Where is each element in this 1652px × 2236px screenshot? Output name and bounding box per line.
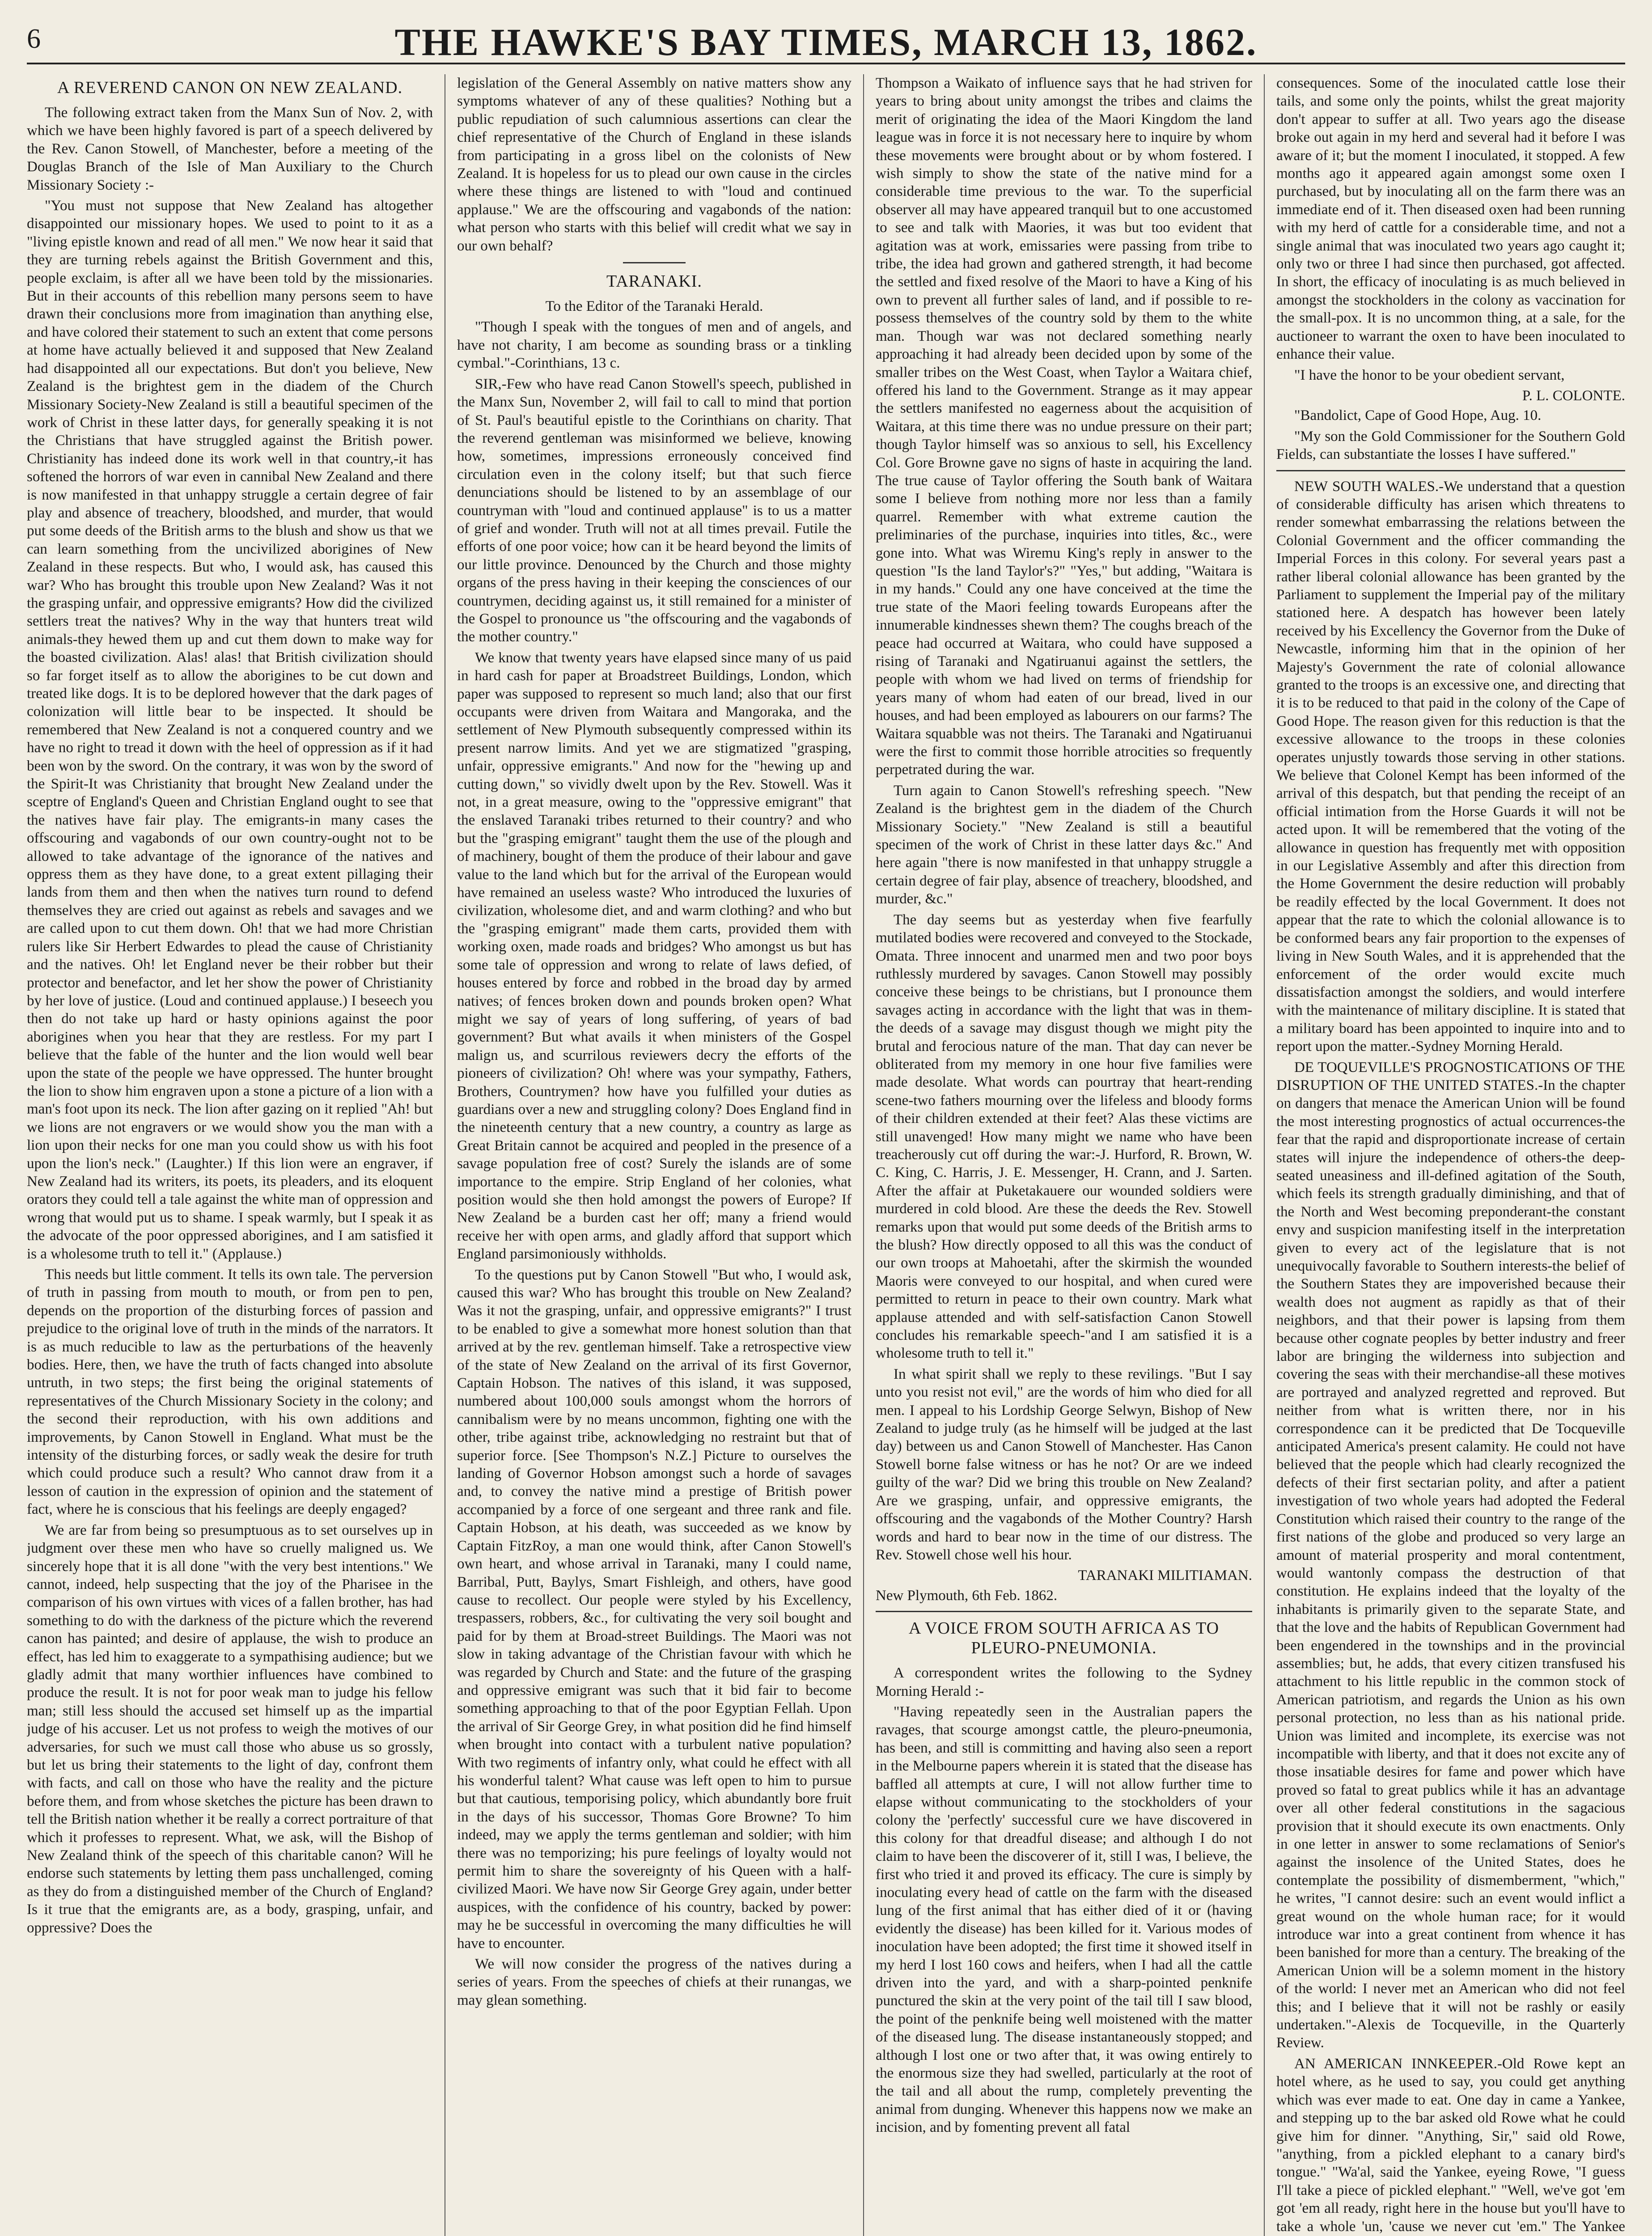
newspaper-title: THE HAWKE'S BAY TIMES, MARCH 13, 1862. <box>394 21 1258 64</box>
letter-addressee: To the Editor of the Taranaki Herald. <box>545 298 763 315</box>
article-paragraph: legislation of the General Assembly on native matters show any symptoms whatever of any of these qualities? Nothing but a public repudiation of such calumnious assertions can clear the chief representative of the Church of England in these islands from participating in a gross libel on the colonists of New Zealand. It is hopeless for us to plead our own cause in the circles where these things are listened to with "loud and continued applause." We are the offscouring and vagabonds of the nation: what person who starts with this belief will credit what we say in our own behalf? <box>457 75 851 254</box>
article-paragraph: "I have the honor to be your obedient servant, <box>1294 367 1565 383</box>
epigraph: "Though I speak with the tongues of men and of angels, and have not charity, I am become as sounding brass or a tinkling cymbal."-Corinthians, 13 c. <box>457 319 851 372</box>
article-paragraph: consequences. Some of the inoculated cattle lose their tails, and some only the points, whilst the great majority don't appear to suffer at all. Two years ago the disease broke out again in my herd and several had it before I was aware of it; but the moment I inoculated, it stopped. A few months ago it appeared again amongst some oxen I purchased, but by inoculating all on the farm there was an immediate end of it. Then diseased oxen had been running with my herd of cattle for a considerable time, and not a single animal that was inoculated two years ago caught it; only two or three I had since then purchased, got affected. In short, the efficacy of inoculating is as much believed in amongst the stockholders in the colony as vaccination for the small-pox. It is no uncommon thing, at a sale, for the auctioneer to warrant the oxen to have been inoculated to enhance their value. <box>1276 75 1625 363</box>
article-paragraph: To the questions put by Canon Stowell "But who, I would ask, caused this war? Who has brought this trouble on New Zealand? Was it not the grasping, unfair, and oppressive emigrants?" I trust to be enabled to give a somewhat more honest solution than that arrived at by the rev. gentleman himself. Take a retrospective view of the state of New Zealand on the arrival of its first Governor, Captain Hobson. The natives of this island, it was supposed, numbered about 100,000 souls amongst whom the horrors of cannibalism were by no means uncommon, fighting one with the other, tribe against tribe, acknowledging no restraint but that of superior force. [See Thompson's N.Z.] Picture to ourselves the landing of Governor Hobson amongst such a horde of savages and, to convey the native mind a prestige of British power accompanied by a force of one sergeant and three rank and file. Captain Hobson, at his death, was succeeded as we know by Captain FitzRoy, a man one would think, after Canon Stowell's own heart, and whose arrival in Taranaki, many I could name, Barribal, Putt, Baylys, Smart Fishleigh, and others, have good cause to recollect. Our people were styled by his Excellency, trespassers, robbers, &c., for cultivating the very soil bought and paid for by them at Broad-street Buildings. The Maori was not slow in taking advantage of the Christian favour with which he was regarded by Church and State: and the future of the grasping and oppressive emigrant was such that it bid fair to become something approaching to that of the poor Egyptian Fellah. Upon the arrival of Sir George Grey, in what position did he find himself when brought into contact with a turbulent native population? With two regiments of infantry only, what could he effect with all his wonderful talent? What cause was left open to him to pursue but that cautious, temporising policy, which abundantly bore fruit in the days of his successor, Thomas Gore Browne? To him indeed, may we apply the terms gentleman and soldier; with him there was no temporizing; his pure feelings of loyalty would not permit him to share the sovereignty of his Queen with a half-civilized Maori. We have now Sir George Grey again, under better auspices, with the confidence of his country, backed by power: may he be successful in overcoming the many difficulties he will have to encounter. <box>457 1266 851 1952</box>
section-divider <box>1276 470 1625 471</box>
letter-dateline: New Plymouth, 6th Feb. 1862. <box>876 1587 1058 1604</box>
section-divider <box>623 262 686 263</box>
article-paragraph: Thompson a Waikato of influence says that he had striven for years to bring about unity amongst the tribes and claims the merit of originating the idea of the Maori Kingdom the land league was in force it is not necessary here to inquire by whom these movements were brought about or by whom fostered. I wish simply to show the state of the native mind for a considerable time previous to the war. To the superficial observer all may have appeared tranquil but to one accustomed to see and talk with Maories, it was but too evident that agitation was at work, emissaries were passing from tribe to tribe, the idea had grown and gathered strength, it had become the settled and fixed resolve of the Maori to have a King of his own to prevent all further sales of land, and if possible to re-possess themselves of the country sold by them to the white man. Though war was not declared something nearly approaching it had already been decided upon by some of the smaller tribes on the West Coast, when Taylor a Waitara chief, offered his land to the Government. Strange as it may appear the settlers manifested no eagerness about the acquisition of Waitara, at this time there was no undue pressure on their part; though Taylor himself was so anxious to sell, his Excellency Col. Gore Browne gave no signs of haste in acquiring the land. The true cause of Taylor offering the South bank of Waitara some I believe from nothing more nor less than a family quarrel. Remember with what extreme caution the preliminaries of the purchase, inquiries into titles, &c., were gone into. What was Wiremu King's reply in answer to the question "Is the land Taylor's?" "Yes," but adding, "Waitara is in my hands." Could any one have conceived at the time the true state of the Maori feeling towards Europeans after the innumerable kindnesses shewn them? The coughs breach of the peace had occurred at Waitara, who could have supposed a rising of Taranaki and Ngatiruanui against the settlers, the people with whom we had lived on terms of friendship for years many of whom had eaten of our bread, lived in our houses, and had been employed as labourers on our farms? The Waitara squabble was not theirs. The Taranaki and Ngatiruanui were the first to commit those horrible atrocities so frequently perpetrated during the war. <box>876 75 1252 778</box>
article-paragraph: The following extract taken from the Manx Sun of Nov. 2, with which we have been highly favored is part of a speech delivered by the Rev. Canon Stowell, of Manchester, before a meeting of the Douglas Branch of the Isle of Man Auxiliary to the Church Missionary Society :- <box>27 105 433 193</box>
article-intro: A correspondent writes the following to the Sydney Morning Herald :- <box>876 1665 1252 1699</box>
article-paragraph: We know that twenty years have elapsed since many of us paid in hard cash for paper at Broadstreet Buildings, London, which paper was supposed to represent so much land; also that our first occupants were driven from Waitara and Mangoraka, and the settlement of New Plymouth subsequently compressed within its present narrow limits. And yet we are stigmatized "grasping, unfair, oppressive emigrants." And now for the "hewing up and cutting down," so vividly dwelt upon by the Rev. Stowell. Was it not, in a great measure, owing to the "oppressive emigrant" that the enslaved Taranaki tribes returned to their country? and who but the "grasping emigrant" taught them the use of the plough and of machinery, bought of them the produce of their labour and gave value to the land which but for the arrival of the European would have remained an useless waste? Who introduced the luxuries of civilization, wholesome diet, and and warm clothing? and who but the "grasping emigrant" made them carts, provided them with working oxen, made roads and bridges? Who amongst us but has some tale of oppression and wrong to relate of laws defied, of houses entered by force and robbed in the broad day by armed natives; of fences broken down and pounds broken open? What might we say of years of long suffering, of years of bad government? But what avails it when ministers of the Gospel malign us, and scurrilous reviewers decry the efforts of the pioneers of civilization? Oh! where was your sympathy, Fathers, Brothers, Countrymen? how have you fulfilled your duties as guardians over a new and struggling colony? Does England find in the nineteenth century that a new country, a country as large as Great Britain cannot be acquired and peopled in the presence of a savage population free of cost? Surely the islands are of some importance to the empire. Strip England of her colonies, what position would she then hold amongst the powers of Europe? If New Zealand be a burden cast her off; many a friend would receive her with open arms, and gladly afford that support which England parsimoniously withholds. <box>457 649 851 1262</box>
article-paragraph: "My son the Gold Commissioner for the Southern Gold Fields, can substantiate the losses I have suffered." <box>1276 428 1625 463</box>
headline-taranaki: TARANAKI. <box>606 272 702 291</box>
article-paragraph: "You must not suppose that New Zealand has altogether disappointed our missionary hopes. We used to point to it as a "living epistle known and read of all men." We now hear it said that they are turning rebels against the British Government and this, people exclaim, is after all we have been told by the missionaries. But in their accounts of this rebellion many persons seem to have drawn their conclusions more from imagination than anything else, and have colored their statement to such an extent that come persons at home have actually believed it and supposed that New Zealand had disappointed all our expectations. But don't you believe, New Zealand is the brightest gem in the diadem of the Church Missionary Society-New Zealand is still a beautiful specimen of the work of Christ in these latter days, for generally speaking it is not the Christians that have struggled against the British power. Christianity has indeed done its work well in that country,-it has softened the horrors of war even in cannibal New Zealand and there is now manifested in that unhappy struggle a certain degree of fair play and absence of treachery, bloodshed, and murder, that would put some deeds of the British arms to the blush and show us that we can learn something from the uncivilized aborigines of New Zealand in these respects. But who, I would ask, has caused this war? Who has brought this trouble upon New Zealand? Was it not the grasping unfair, and oppressive emigrants? How did the civilized settlers treat the natives? Why in the way that hunters treat wild animals-they hewed them up and cut them down to make way for the boasted civilization. Alas! alas! that British civilization should so far forget itself as to allow the aborigines to be cut down and treated like dogs. It is to be deplored however that the dark pages of colonization will little bear to be inspected. It should be remembered that New Zealand is not a conquered country and we have no right to tread it down with the heel of oppression as if it had been won by the sword. On the contrary, it was won by the sword of the Spirit-It was Christianity that brought New Zealand under the sceptre of England's Queen and Christian England ought to see that the natives have fair play. The emigrants-in many cases the offscouring and vagabonds of our own country-ought not to be allowed to take advantage of the ignorance of the natives and oppress them as they have done, to a great extent pillaging their lands from them and then when the natives turn round to defend themselves they are cried out against as rebels and savages and we are called upon to cut them down. Oh! that we had more Christian rulers like Sir Herbert Edwardes to plead the cause of Christianity and the natives. Oh! let England never be their robber but their protector and benefactor, and let her show the power of Christianity by her love of justice. (Loud and continued applause.) I beseech you then do not take up hard or hasty opinions against the poor aborigines when you hear that they are restless. For my part I believe that the fable of the hunter and the lion would well bear upon the state of the people we have oppressed. The hunter brought the lion to show him engraven upon a stone a picture of a lion with a man's foot upon its neck. The lion after gazing on it replied "Ah! but we lions are not engravers or we would show you the man with a lion upon their necks for one man you could show us with his foot upon the lion's neck." (Laughter.) If this lion were an engraver, if New Zealand had its writers, its poets, its pleaders, and its eloquent orators they could tell a tale against the white man of oppression and wrong that would put us to shame. I speak warmly, but I speak it as the advocate of the poor oppressed aborigines, and I am satisfied it is a wholesome truth to tell it." (Applause.) <box>27 198 433 1262</box>
column-1 <box>27 74 445 2236</box>
article-paragraph: We will now consider the progress of the natives during a series of years. From the speeches of chiefs at their runangas, we may glean something. <box>457 1956 851 2008</box>
article-paragraph: Turn again to Canon Stowell's refreshing speech. "New Zealand is the brightest gem in the diadem of the Church Missionary Society." "New Zealand is still a beautiful specimen of the work of Christ in these latter days &c." And here again "there is now manifested in that unhappy struggle a certain degree of fair play, absence of treachery, bloodshed, and murder, &c." <box>876 782 1252 907</box>
news-item-american-innkeeper: AN AMERICAN INNKEEPER.-Old Rowe kept an hotel where, as he used to say, you could get anything which was ever made to eat. One day in came a Yankee, and stepping up to the bar asked old Rowe what he could give him for dinner. "Anything, Sir," said old Rowe, "anything, from a pickled elephant to a canary bird's tongue." "Wa'al, said the Yankee, eyeing Rowe, "I guess I'll take a piece of pickled elephant." "Well, we've got 'em got 'em all ready, right here in the house but you'll have to take a whole 'un, 'cause we never cut 'em." The Yankee <box>1276 2055 1625 2235</box>
article-paragraph: SIR,-Few who have read Canon Stowell's speech, published in the Manx Sun, November 2, will fail to call to mind that portion of St. Paul's beautiful epistle to the Corinthians on charity. That the reverend gentleman was misinformed we believe, knowing how, sometimes, impressions erroneously conceived find circulation even in the colony itself; but that such fierce denunciations should be listened to by an assemblage of our countryman with "loud and continued applause" is to us a matter of grief and wonder. Truth will not at all times prevail. Futile the efforts of one poor voice; how can it be heard beyond the limits of our little province. Denounced by the Church and those mighty organs of the press having in their keeping the consciences of our countrymen, deciding against us, it still remained for a minister of the Gospel to pronounce us "the offscouring and the vagabonds of the mother country." <box>457 376 851 645</box>
article-paragraph: This needs but little comment. It tells its own tale. The perversion of truth in passing from mouth to mouth, or from pen to pen, depends on the proportion of the disturbing forces of passion and prejudice to the original love of truth in the minds of the narrators. It is as much reducible to law as the perturbations of the heavenly bodies. Here, then, we have the truth of facts changed into absolute untruth, in two steps; the first being the original statements of representatives of the Church Missionary Society in the colony; and the second their reproduction, with his own additions and improvements, by Canon Stowell in England. What must be the intensity of the disturbing forces, or sadly weak the desire for truth which could produce such a result? Who cannot draw from it a lesson of caution in the expression of opinion and the statement of fact, where he is conscious that his feelings are deeply engaged? <box>27 1266 433 1518</box>
headline-south-africa: A VOICE FROM SOUTH AFRICA AS TO PLEURO-PNEUMONIA. <box>908 1619 1220 1658</box>
article-paragraph: The day seems but as yesterday when five fearfully mutilated bodies were recovered and conveyed to the Stockade, Omata. Three innocent and unarmed men and two poor boys ruthlessly murdered by savages. Canon Stowell may possibly conceive these beings to be christians, but I pronounce them savages acting in accordance with the light that was in them-the deeds of a savage may disgust though we might pity the brutal and ferocious nature of the man. That day can never be obliterated from my memory in one hour five families were made desolate. What words can pourtray that heart-rending scene-two fathers mourning over the lifeless and bloody forms of their children extended at their feet? Alas these victims are still unavenged! How many might we name who have been treacherously cut off during the war:-J. Hurford, R. Brown, W. C. King, C. Harris, J. E. Messenger, H. Crann, and J. Sarten. After the affair at Puketakauere our wounded soldiers were murdered in cold blood. Are these the deeds the Rev. Stowell remarks upon that would put some deeds of the British arms to the blush? How directly opposed to all this was the conduct of our own troops at Mahoetahi, after the skirmish the wounded Maoris were conveyed to our hospital, and when cured were permitted to return in peace to their own country. Mark what applause attended and with self-satisfaction Canon Stowell concludes his remarkable speech-"and I am satisfied it is a wholesome truth to tell it." <box>876 911 1252 1362</box>
page-number: 6 <box>27 24 41 54</box>
article-paragraph: "Having repeatedly seen in the Australian papers the ravages, that scourge amongst cattle, the pleuro-pneumonia, has been, and still is committing and having also seen a report in the Melbourne papers wherein it is stated that the disease has baffled all attempts at cure, I will not allow further time to elapse without communicating to the stockholders of your colony the 'perfectly' successful cure we have discovered in this colony for that dreadful disease; and although I do not claim to have been the discoverer of it, still I was, I believe, the first who tried it and proved its efficacy. The cure is simply by inoculating every head of cattle on the farm with the diseased lung of the first animal that has either died of it or (having evidently the disease) has been killed for it. Various modes of inoculation have been adopted; the first time it showed itself in my herd I lost 160 cows and heifers, when I had all the cattle driven into the yard, and with a sharp-pointed penknife punctured the skin at the very point of the tail till I saw blood, the point of the penknife being well moistened with the matter of the diseased lung. The disease instantaneously stopped; and although I lost one or two after that, it was owing entirely to the enormous size they had swelled, particularly at the root of the tail and all about the rump, completely preventing the animal from dunging. Whenever this happens now we make an incision, and by fomenting prevent all fatal <box>876 1703 1252 2136</box>
news-item-de-toqueville: DE TOQUEVILLE'S PROGNOSTICATIONS OF THE DISRUPTION OF THE UNITED STATES.-In the chapter on dangers that menace the American Union will be found the most interesting prognostics of actual occurrences-the fear that the rapid and disproportionate increase of certain states will injure the independence of others-the deep-seated uneasiness and ill-defined agitation of the South, which feels its strength gradually diminishing, and that of the North and West becoming preponderant-the constant envy and suspicion manifesting itself in the interpretation given to every act of the legislature that is not unequivocally favorable to Southern interests-the belief of the Southern States they are impoverished because their wealth does not augment as rapidly as that of their neighbors, and that their power is lapsing from them because other cognate peoples by better industry and freer labor are bringing the wilderness into subjection and covering the seas with their merchandise-all these motives are portrayed and analyzed regretted and reproved. But neither from what is written there, nor in his correspondence can it be predicted that De Tocqueville anticipated America's present calamity. He could not have believed that the people which had clearly recognized the defects of their first sectarian polity, and after a patient investigation of two whole years had adopted the Federal Constitution which raised their country to the range of the first nations of the globe and produced so very large an amount of material prosperity and moral contentment, would wantonly compass the destruction of that constitution. He explains indeed that the loyalty of the inhabitants is primarily given to the separate State, and that the love and the habits of Republican Government had been engendered in the townships and in the provincial assemblies; but, he adds, that every citizen transfused his attachment to his little republic in the common stock of American patriotism, and regards the Union as his own personal protection, no less than as his national pride. Union was limited and incomplete, its exercise was not incompatible with liberty, and that it does not excite any of those insatiable desires for fame and power which have proved so fatal to great publics while it has an advantage over all other federal constitutions in the sagacious provision that it should execute its own enactments. Only in one letter in answer to some reclamations of Senior's against the insolence of the United States, does he contemplate the possibility of dismemberment, "which," he writes, "I cannot desire: such an event would inflict a great wound on the whole human race; for it would introduce war into a great continent from whence it has been banished for more than a century. The breaking of the American Union will be a solemn moment in the history of the world: I never met an American who did not feel this; and I believe that it will not be rashly or easily undertaken."-Alexis de Tocqueville, in the Quarterly Review. <box>1276 1059 1625 2051</box>
article-paragraph: In what spirit shall we reply to these revilings. "But I say unto you resist not evil," are the words of him who died for all men. I appeal to his Lordship George Selwyn, Bishop of New Zealand to judge truly (as he himself will be judged at the last day) between us and Canon Stowell of Manchester. Has Canon Stowell borne false witness or has he not? Or are we indeed guilty of the war? Did we bring this trouble on New Zealand? Are we grasping, unfair, and oppressive emigrants, the offscouring and the vagabonds of the Mother Country? Harsh words and hard to bear now in the time of our distress. The Rev. Stowell chose well his hour. <box>876 1366 1252 1563</box>
news-item-new-south-wales: NEW SOUTH WALES.-We understand that a question of considerable difficulty has arisen which threatens to render somewhat embarrassing the relations between the Colonial Government and the officer commanding the Imperial Forces in this colony. For several years past a rather liberal colonial allowance has been granted by the Parliament to supplement the Imperial pay of the military stationed here. A despatch has however been lately received by his Excellency the Governor from the Duke of Newcastle, informing him that in the opinion of her Majesty's Government the rate of colonial allowance granted to the troops is an excessive one, and directing that it is to be reduced to that paid in the colony of the Cape of Good Hope. The reason given for this reduction is that the excessive allowance to the troops in these colonies operates unjustly towards those serving in other stations. We believe that Colonel Kempt has been informed of the arrival of this despatch, but that pending the receipt of an official intimation from the Horse Guards it will not be acted upon. It will be remembered that the voting of the allowance in question has frequently met with opposition in our Legislative Assembly and after this direction from the Home Government the desire reduction will probably be readily effected by the local Government. It does not appear that the rate to which the colonial allowance is to be conformed bears any fair proportion to the expenses of living in New South Wales, and it is apprehended that the enforcement of the order would excite much dissatisfaction amongst the soldiers, and would interfere with the maintenance of military discipline. It is stated that a military board has been appointed to inquire into and to report upon the matter.-Sydney Morning Herald. <box>1276 478 1625 1055</box>
section-divider <box>876 1611 1252 1612</box>
article-paragraph: "Bandolict, Cape of Good Hope, Aug. 10. <box>1294 407 1542 424</box>
headline-reverend-canon: A REVEREND CANON ON NEW ZEALAND. <box>57 78 403 97</box>
letter-signature: TARANAKI MILITIAMAN. <box>1078 1567 1252 1584</box>
column-4 <box>1265 74 1625 2236</box>
article-paragraph: We are far from being so presumptuous as to set ourselves up in judgment over these men who have so cruelly maligned us. We sincerely hope that it is all done "with the very best intentions." We cannot, indeed, help suspecting that the joy of the Pharisee in the comparison of his own virtues with vices of a fallen brother, has had something to do with the darkness of the picture which the reverend canon has painted; and desire of applause, the wish to produce an effect, has led him to exaggerate to a sympathising audience; but we gladly admit that many worthier influences have combined to produce the result. It is not for poor weak man to judge his fellow man; still less should the accused set himself up as the impartial judge of his accuser. Let us not profess to weigh the motives of our adversaries, for such we must call those who abuse us so grossly, but let us bring their statements to the light of day, confront them with facts, and call on those who have the reality and the picture before them, and from whose sketches the picture has been drawn to tell the British nation whether it be really a correct portraiture of that which it professes to represent. What, we ask, will the Bishop of New Zealand think of the speech of this charitable canon? Will he endorse such statements by letting them pass unchallenged, coming as they do from a distinguished member of the Church of England? Is it true that the emigrants are, as a body, grasping, unfair, and oppressive? Does the <box>27 1522 433 1936</box>
column-2 <box>445 74 864 2236</box>
letter-signature: P. L. COLONTE. <box>1522 387 1625 404</box>
columns <box>27 74 1625 2236</box>
masthead <box>27 13 1625 64</box>
column-3 <box>864 74 1265 2236</box>
